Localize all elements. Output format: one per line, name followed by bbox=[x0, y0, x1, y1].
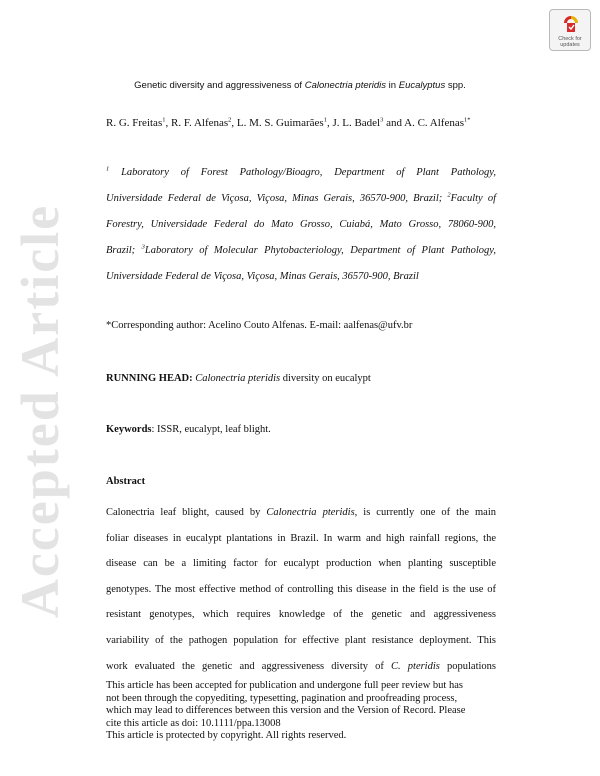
abstract-line: work evaluated the genetic and aggressiveness diversity of C. pteridis populations bbox=[106, 660, 496, 672]
running-head: RUNNING HEAD: Calonectria pteridis diversity on eucalypt bbox=[106, 373, 371, 384]
accepted-article-watermark: Accepted Article bbox=[10, 203, 70, 619]
affiliation-line: Universidade Federal de Viçosa, Viçosa, Minas Gerais, 36570-900, Brazil bbox=[106, 271, 419, 282]
abstract-line: resistant genotypes, which requires knowledge of the genetic and aggressiveness bbox=[106, 609, 496, 621]
affiliation-line: Forestry, Universidade Federal do Mato Grosso, Cuiabá, Mato Grosso, 78060-900, bbox=[106, 219, 496, 230]
copyright-notice bbox=[106, 680, 506, 743]
abstract-line: genotypes. The most effective method of controlling this disease in the field is the use of bbox=[106, 583, 496, 595]
keywords: Keywords: ISSR, eucalypt, leaf blight. bbox=[106, 424, 271, 435]
badge-line-2: updates bbox=[560, 42, 580, 48]
notice-line: not been through the copyediting, typesetting, pagination and proofreading process, bbox=[106, 692, 458, 704]
abstract-line: variability of the pathogen population for effective plant resistance deployment. This bbox=[106, 634, 496, 646]
check-updates-icon bbox=[563, 15, 579, 33]
article-title: Genetic diversity and aggressiveness of Calonectria pteridis in Eucalyptus spp. bbox=[134, 80, 466, 91]
corresponding-author: *Corresponding author: Acelino Couto Alfenas. E-mail: aalfenas@ufv.br bbox=[106, 320, 413, 331]
notice-line: which may lead to differences between this version and the Version of Record. Please bbox=[106, 705, 466, 716]
affiliations bbox=[106, 160, 496, 290]
abstract-line: Calonectria leaf blight, caused by Calonectria pteridis, is currently one of the main bbox=[106, 507, 496, 518]
abstract-line: foliar diseases in eucalypt plantations in Brazil. In warm and high rainfall regions, the bbox=[106, 532, 496, 544]
author-list: R. G. Freitas$^1$, R. F. Alfenas$^2$, L. M. S. Guimarães$^1$, J. L. Badel$^3$ and A. C. Alfenas$^{1*}$ bbox=[106, 116, 471, 129]
notice-line: This article is protected by copyright. All rights reserved. bbox=[106, 730, 347, 741]
affiliation-line: Universidade Federal de Viçosa, Viçosa, Minas Gerais, 36570-900, Brazil; $^2$Faculty of bbox=[106, 191, 496, 204]
affiliation-line: $^1$ Laboratory of Forest Pathology/Bioagro, Department of Plant Pathology, bbox=[106, 165, 496, 178]
notice-line: cite this article as doi: 10.1111/ppa.13008 bbox=[106, 717, 281, 729]
check-for-updates-badge[interactable] bbox=[549, 9, 591, 51]
abstract-body bbox=[106, 500, 496, 679]
badge-line-1: Check for bbox=[558, 36, 582, 42]
abstract-line: disease can be a limiting factor for eucalypt production when planting susceptible bbox=[106, 558, 496, 570]
abstract-heading: Abstract bbox=[106, 476, 146, 487]
notice-line: This article has been accepted for publication and undergone full peer review but has bbox=[106, 680, 463, 691]
affiliation-line: Brazil; $^3$Laboratory of Molecular Phytobacteriology, Department of Plant Pathology, bbox=[106, 243, 496, 256]
